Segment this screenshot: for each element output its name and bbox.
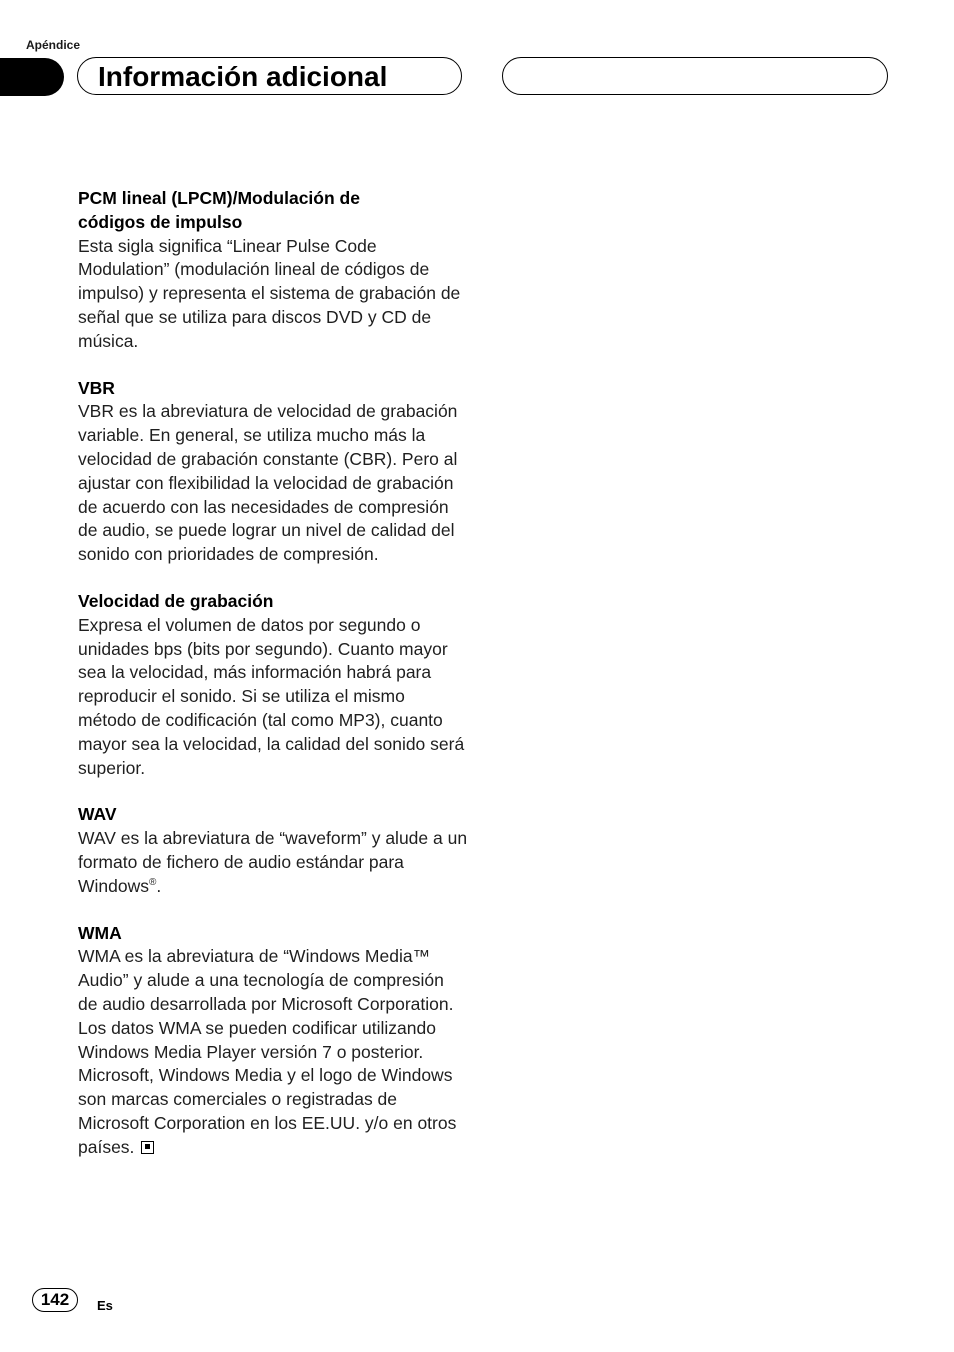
header-black-tab [0,58,64,96]
entry-heading: VBR [78,377,115,398]
language-label: Es [97,1298,113,1313]
entry-bitrate [78,590,468,780]
entry-vbr [78,377,468,567]
empty-header-box [502,57,888,95]
entry-body [78,827,468,898]
entry-body-text: WAV es la abreviatura de “waveform” y alude a un formato de fichero de audio estándar para Windows [78,828,468,896]
entry-lpcm [78,187,468,354]
entry-heading-line2: códigos de impulso [78,211,243,232]
entry-body: WMA es la abreviatura de “Windows Media™ Audio” y alude a una tecnología de compresión de audio desarrollada por Microsoft Corporation. Los datos WMA se pueden codificar utilizando Windows Media Player versión 7 o posterior. [78,946,454,1062]
entry-wma [78,922,468,1160]
content-column [78,187,468,1182]
entry-body-trademark-text: Microsoft, Windows Media y el logo de Windows son marcas comerciales o registradas de Microsoft Corporation en los EE.UU. y/o en otros países. [78,1065,457,1157]
end-of-section-icon [141,1141,154,1154]
title-box [77,57,462,95]
entry-heading [78,187,468,235]
entry-heading: WMA [78,922,122,943]
entry-body: Esta sigla significa “Linear Pulse Code Modulation” (modulación lineal de códigos de impulso) y representa el sistema de grabación de señal que se utiliza para discos DVD y CD de música. [78,235,461,351]
entry-body: Expresa el volumen de datos por segundo o unidades bps (bits por segundo). Cuanto mayor sea la velocidad, más información habrá para reproducir el sonido. Si se utiliza el mismo método de codificación (tal como MP3), cuanto mayor sea la velocidad, la calidad del sonido será superior. [78,614,465,778]
page-title: Información adicional [98,61,388,92]
entry-body-trademark [78,1064,468,1159]
entry-heading: Velocidad de grabación [78,590,274,611]
registered-mark: ® [149,876,157,888]
entry-heading: WAV [78,804,117,825]
page-number: 142 [32,1288,78,1312]
entry-wav [78,803,468,898]
section-label: Apéndice [26,38,81,52]
entry-body-period: . [156,875,162,896]
entry-heading-line1: PCM lineal (LPCM)/Modulación de [78,188,360,208]
entry-body: VBR es la abreviatura de velocidad de grabación variable. En general, se utiliza mucho más la velocidad de grabación constante (CBR). Pero al ajustar con flexibilidad la velocidad de grabación de acuerdo con las necesidades de compresión de audio, se puede lograr un nivel de calidad del sonido con prioridades de compresión. [78,401,458,565]
